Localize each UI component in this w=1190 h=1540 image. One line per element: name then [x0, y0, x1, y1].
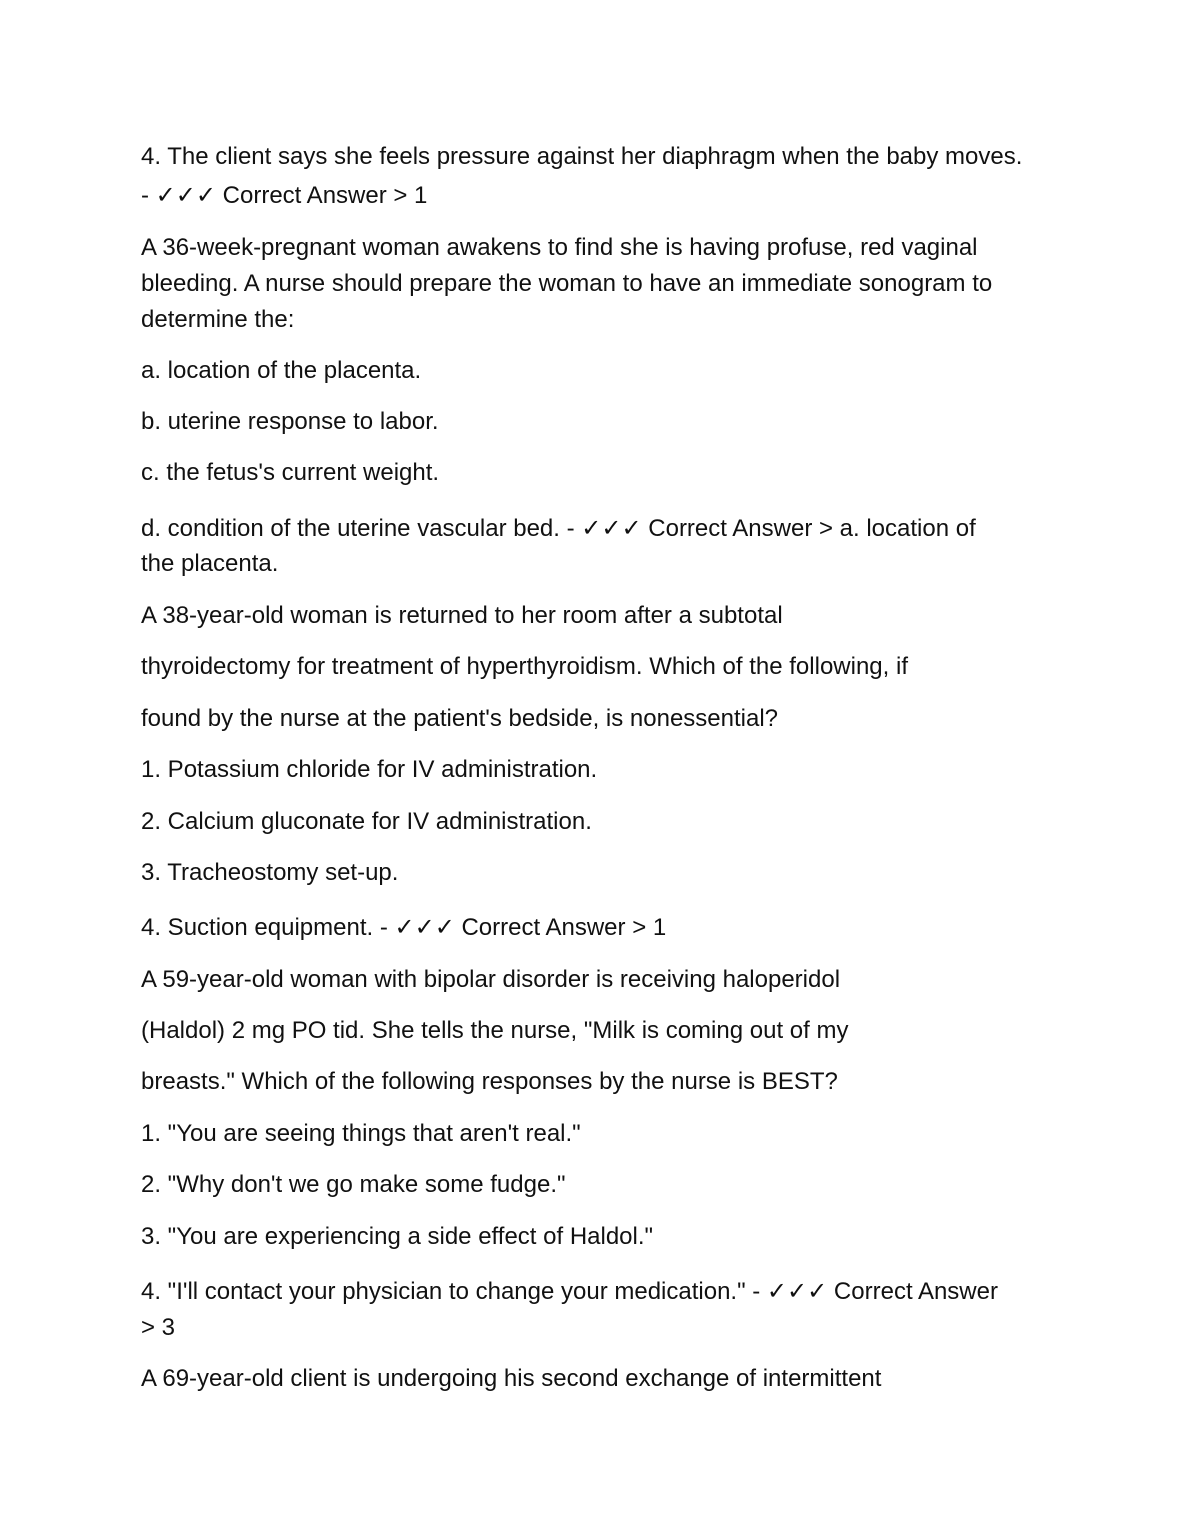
- text-line: 2. "Why don't we go make some fudge.": [141, 1171, 566, 1198]
- text-line: b. uterine response to labor.: [141, 408, 439, 435]
- text-line: 4. Suction equipment. - ✓✓✓ Correct Answer > 1: [141, 914, 667, 941]
- text-line: c. the fetus's current weight.: [141, 459, 440, 486]
- text-line: 3. Tracheostomy set-up.: [141, 859, 399, 886]
- text-line: bleeding. A nurse should prepare the woman to have an immediate sonogram to: [141, 270, 993, 297]
- text-line: a. location of the placenta.: [141, 357, 422, 384]
- text-line: 1. Potassium chloride for IV administration.: [141, 756, 598, 783]
- text-line: (Haldol) 2 mg PO tid. She tells the nurse, "Milk is coming out of my: [141, 1017, 849, 1044]
- text-line: 3. "You are experiencing a side effect of Haldol.": [141, 1223, 654, 1250]
- text-line: breasts." Which of the following responses by the nurse is BEST?: [141, 1068, 838, 1095]
- text-line: A 36-week-pregnant woman awakens to find she is having profuse, red vaginal: [141, 234, 978, 261]
- text-line: d. condition of the uterine vascular bed. - ✓✓✓ Correct Answer > a. location of: [141, 515, 976, 542]
- text-line: A 59-year-old woman with bipolar disorder is receiving haloperidol: [141, 966, 841, 993]
- text-line: 4. The client says she feels pressure against her diaphragm when the baby moves.: [141, 143, 1023, 170]
- text-line: A 69-year-old client is undergoing his second exchange of intermittent: [141, 1365, 882, 1392]
- text-line: determine the:: [141, 306, 295, 333]
- text-line: A 38-year-old woman is returned to her room after a subtotal: [141, 602, 783, 629]
- text-line: thyroidectomy for treatment of hyperthyroidism. Which of the following, if: [141, 653, 908, 680]
- text-line: found by the nurse at the patient's bedside, is nonessential?: [141, 705, 779, 732]
- text-line: the placenta.: [141, 550, 279, 577]
- text-line: - ✓✓✓ Correct Answer > 1: [141, 182, 428, 209]
- text-line: > 3: [141, 1314, 176, 1341]
- text-line: 2. Calcium gluconate for IV administration.: [141, 808, 592, 835]
- text-line: 1. "You are seeing things that aren't real.": [141, 1120, 581, 1147]
- text-line: 4. "I'll contact your physician to change your medication." - ✓✓✓ Correct Answer: [141, 1278, 998, 1305]
